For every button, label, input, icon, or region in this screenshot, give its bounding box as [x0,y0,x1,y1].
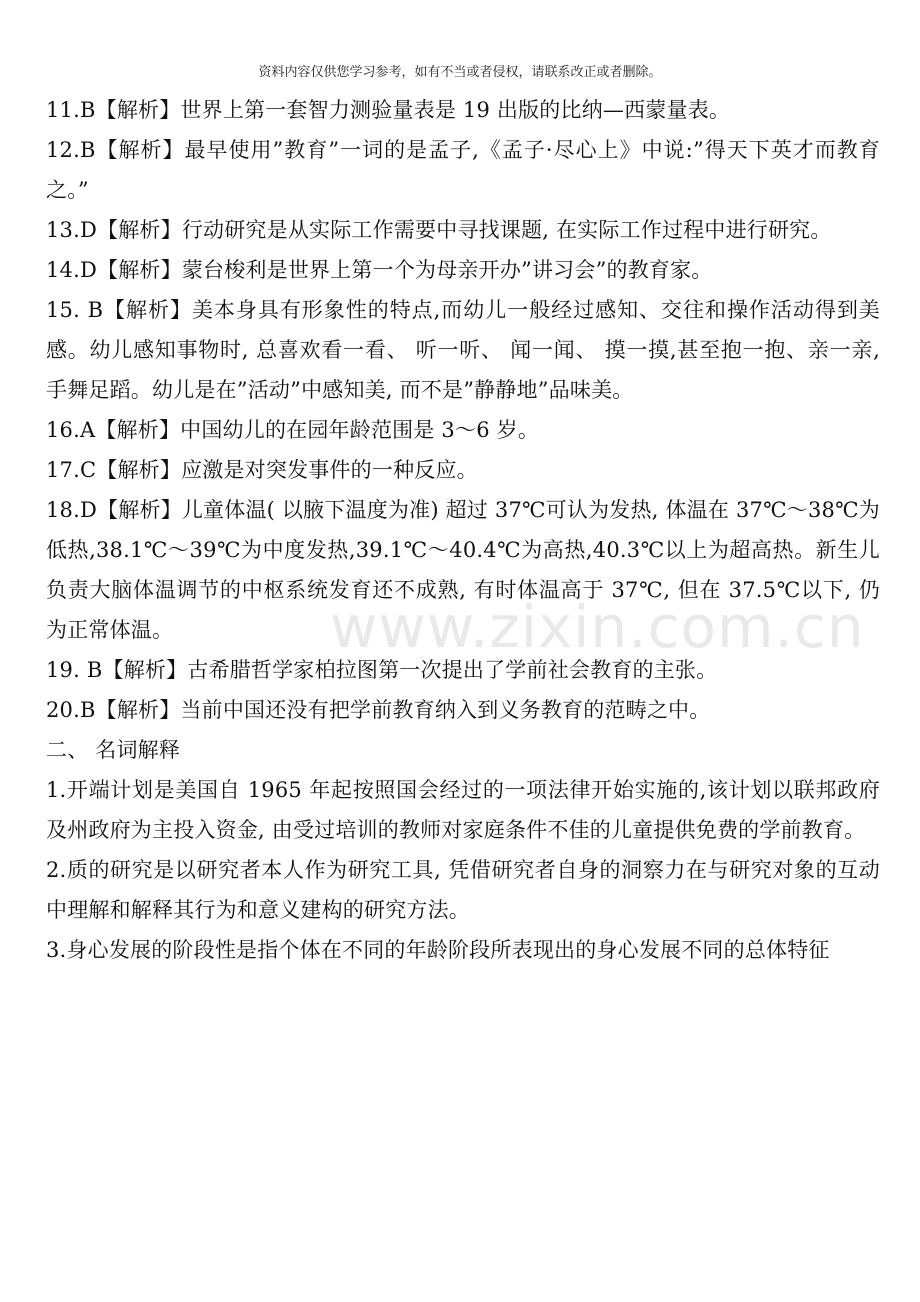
answer-15: 15. B【解析】美本身具有形象性的特点,而幼儿一般经过感知、交往和操作活动得到美感。幼儿感知事物时, 总喜欢看一看、 听一听、 闻一闻、 摸一摸,甚至抱一抱、亲一亲, 手舞足蹈。幼儿是在”活动”中感知美, 而不是”静静地”品味美。 [46,298,880,402]
answer-19: 19. B【解析】古希腊哲学家柏拉图第一次提出了学前社会教育的主张。 [46,658,718,682]
term-definition-3: 3.身心发展的阶段性是指个体在不同的年龄阶段所表现出的身心发展不同的总体特征 [46,938,830,962]
term-definition-1: 1.开端计划是美国自 1965 年起按照国会经过的一项法律开始实施的,该计划以联邦政府及州政府为主投入资金, 由受过培训的教师对家庭条件不佳的儿童提供免费的学前教育。 [46,778,880,842]
answer-12: 12.B【解析】最早使用”教育”一词的是孟子,《孟子·尽心上》中说:”得天下英才而教育之。” [46,138,880,202]
answer-17: 17.C【解析】应激是对突发事件的一种反应。 [46,458,478,482]
header-disclaimer: 资料内容仅供您学习参考，如有不当或者侵权，请联系改正或者删除。 [258,65,662,80]
document-body [46,90,880,970]
answer-13: 13.D【解析】行动研究是从实际工作需要中寻找课题, 在实际工作过程中进行研究。 [46,218,832,242]
watermark: www.zixin.com.cn [330,593,865,661]
answer-14: 14.D【解析】蒙台梭利是世界上第一个为母亲开办”讲习会”的教育家。 [46,258,713,282]
answer-11: 11.B【解析】世界上第一套智力测验量表是 19 出版的比纳—西蒙量表。 [46,98,731,122]
term-definition-2: 2.质的研究是以研究者本人作为研究工具, 凭借研究者自身的洞察力在与研究对象的互动中理解和解释其行为和意义建构的研究方法。 [46,858,880,922]
section-heading: 二、 名词解释 [46,738,181,762]
answer-20: 20.B【解析】当前中国还没有把学前教育纳入到义务教育的范畴之中。 [46,698,711,722]
answer-16: 16.A【解析】中国幼儿的在园年龄范围是 3～6 岁。 [46,418,540,442]
answer-18: 18.D【解析】儿童体温( 以腋下温度为准) 超过 37℃可认为发热, 体温在 37℃～38℃为低热,38.1℃～39℃为中度发热,39.1℃～40.4℃为高热,40.3℃以上为超高热。新生儿负责大脑体温调节的中枢系统发育还不成熟, 有时体温高于 37℃, 但在 37.5℃以下, 仍为正常体温。 [46,498,880,642]
